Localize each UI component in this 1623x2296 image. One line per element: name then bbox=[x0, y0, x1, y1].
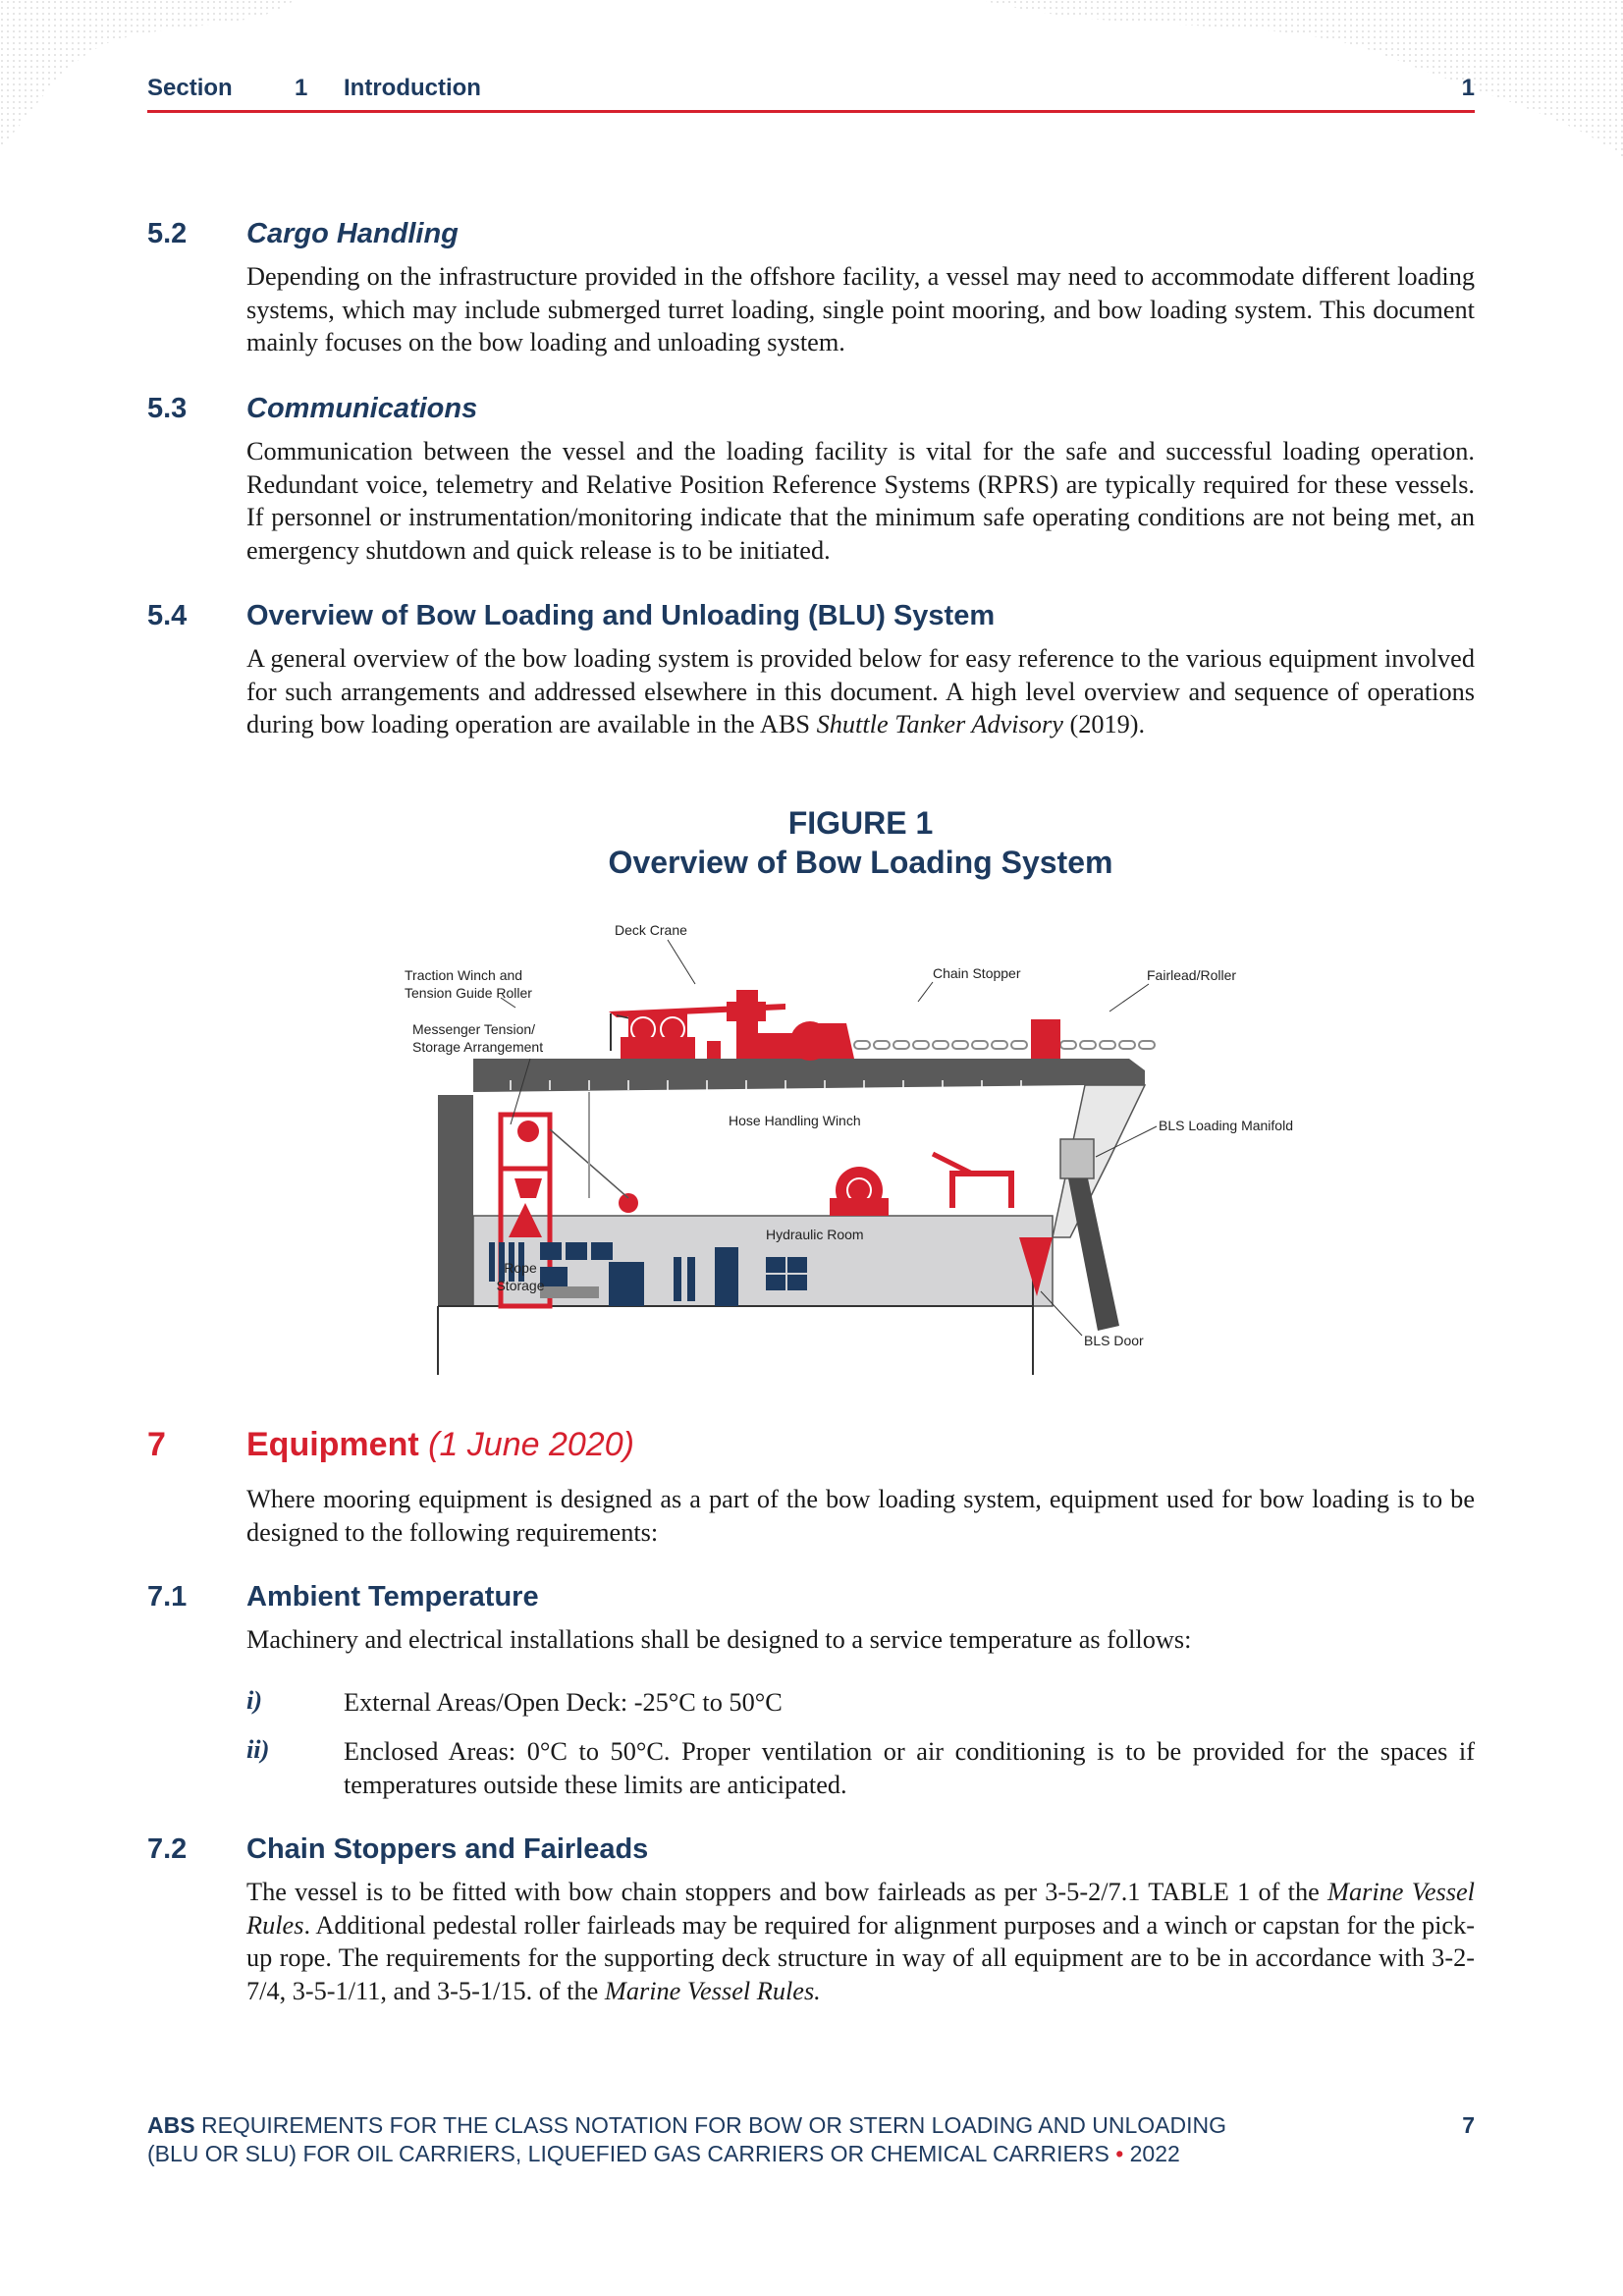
label-hydraulic-room: Hydraulic Room bbox=[766, 1227, 864, 1242]
label-traction-winch-1: Traction Winch and bbox=[405, 967, 523, 983]
fairlead-roller bbox=[1031, 1019, 1060, 1059]
section-5-3-body: Communication between the vessel and the loading facility is vital for the safe and successful loading operation. Redundant voice, telemetry and Relative Position Reference Systems (RPRS) are typically required for these vessels. If personnel or instrumentation/monitoring indicate that the minimum safe operating conditions are not being met, an emergency shutdown and quick release is to be initiated. bbox=[246, 437, 1475, 565]
figure-number: FIGURE 1 bbox=[787, 805, 934, 841]
label-deck-crane: Deck Crane bbox=[615, 922, 687, 938]
list-item-mark: ii) bbox=[246, 1735, 270, 1764]
section-7-1-title: Ambient Temperature bbox=[246, 1581, 539, 1613]
section-7-title: Equipment (1 June 2020) bbox=[246, 1426, 634, 1463]
page-header bbox=[147, 75, 1475, 114]
section-7-number: 7 bbox=[147, 1426, 166, 1463]
section-7-1-body: Machinery and electrical installations shall be designed to a service temperature as follows: bbox=[246, 1625, 1192, 1654]
label-messenger-2: Storage Arrangement bbox=[412, 1039, 544, 1055]
figure-title: Overview of Bow Loading System bbox=[608, 845, 1113, 880]
anchor-chain bbox=[854, 1041, 1155, 1049]
label-traction-winch-2: Tension Guide Roller bbox=[405, 985, 532, 1001]
label-rope-2: Storage bbox=[496, 1278, 545, 1293]
chain-stopper-device bbox=[756, 1021, 854, 1061]
header-page-number: 1 bbox=[1461, 75, 1475, 101]
list-item: External Areas/Open Deck: -25°C to 50°C bbox=[344, 1688, 783, 1717]
footer-line-1: REQUIREMENTS FOR THE CLASS NOTATION FOR BOW OR STERN LOADING AND UNLOADING bbox=[200, 2112, 1227, 2138]
section-7-2-number: 7.2 bbox=[147, 1833, 188, 1865]
section-5-4-number: 5.4 bbox=[147, 600, 188, 631]
label-chain-stopper: Chain Stopper bbox=[933, 965, 1021, 981]
bow-loading-system-diagram bbox=[383, 913, 1325, 1385]
label-messenger-1: Messenger Tension/ bbox=[412, 1021, 536, 1037]
section-5-3-title: Communications bbox=[246, 393, 478, 424]
section-7-body: Where mooring equipment is designed as a part of the bow loading system, equipment used for bow loading is to be designed to the following requirements: bbox=[246, 1485, 1475, 1547]
section-5-4-title: Overview of Bow Loading and Unloading (BLU) System bbox=[246, 600, 996, 631]
section-7-date: (1 June 2020) bbox=[428, 1426, 634, 1463]
label-fairlead: Fairlead/Roller bbox=[1147, 967, 1237, 983]
section-5-3-number: 5.3 bbox=[147, 393, 188, 424]
header-section-title: Introduction bbox=[344, 75, 481, 101]
section-7-2-body: The vessel is to be fitted with bow chain stoppers and bow fairleads as per 3-5-2/7.1 TABLE 1 of the Marine Vessel Rules. Additional pedestal roller fairleads may be required for alignment purposes and a winch or capstan for the pick-up rope. The requirements for the supporting deck structure in way of all equipment are to be in accordance with 3-2-7/4, 3-5-1/11, and 3-5-1/15. of the Marine Vessel Rules. bbox=[246, 1878, 1475, 2005]
label-bls-manifold: BLS Loading Manifold bbox=[1159, 1118, 1293, 1133]
footer-line-2: (BLU OR SLU) FOR OIL CARRIERS, LIQUEFIED GAS CARRIERS OR CHEMICAL CARRIERS bbox=[147, 2141, 1109, 2166]
header-section-label: Section bbox=[147, 75, 233, 101]
section-5-2-title: Cargo Handling bbox=[246, 218, 459, 249]
section-5-2-body: Depending on the infrastructure provided in the offshore facility, a vessel may need to accommodate different loading systems, which may include submerged turret loading, single point mooring, and bow loading system. This document mainly focuses on the bow loading and unloading system. bbox=[246, 262, 1475, 356]
page-footer bbox=[147, 2111, 1475, 2168]
shuttle-tanker-advisory-ref: Shuttle Tanker Advisory bbox=[816, 710, 1063, 738]
list-item: Enclosed Areas: 0°C to 50°C. Proper ventilation or air conditioning is to be provided for the spaces if temperatures outside these limits are anticipated. bbox=[344, 1737, 1475, 1799]
footer-year: 2022 bbox=[1129, 2141, 1180, 2166]
header-rule bbox=[147, 110, 1475, 113]
footer-bullet: • bbox=[1115, 2141, 1124, 2166]
section-5-4-body: A general overview of the bow loading system is provided below for easy reference to the various equipment involved for such arrangements and addressed elsewhere in this document. A high level overview and sequence of operations during bow loading operation are available in the ABS Shuttle Tanker Advisory (2019). bbox=[246, 644, 1475, 738]
section-7-1-number: 7.1 bbox=[147, 1581, 188, 1613]
list-item-mark: i) bbox=[246, 1686, 263, 1715]
section-7-2-title: Chain Stoppers and Fairleads bbox=[246, 1833, 649, 1865]
hull-wall bbox=[438, 1095, 473, 1306]
traction-winch bbox=[621, 1011, 695, 1059]
header-section-number: 1 bbox=[295, 75, 308, 101]
label-bls-door: BLS Door bbox=[1084, 1333, 1144, 1348]
main-deck bbox=[473, 1059, 1145, 1092]
footer-abs-logo: ABS bbox=[147, 2112, 195, 2138]
hose-handling-winch bbox=[830, 1167, 889, 1216]
footer-page-number: 7 bbox=[1462, 2112, 1475, 2138]
section-5-2-number: 5.2 bbox=[147, 218, 188, 249]
label-hose-winch: Hose Handling Winch bbox=[729, 1113, 861, 1128]
label-rope-1: Rope bbox=[504, 1260, 537, 1276]
